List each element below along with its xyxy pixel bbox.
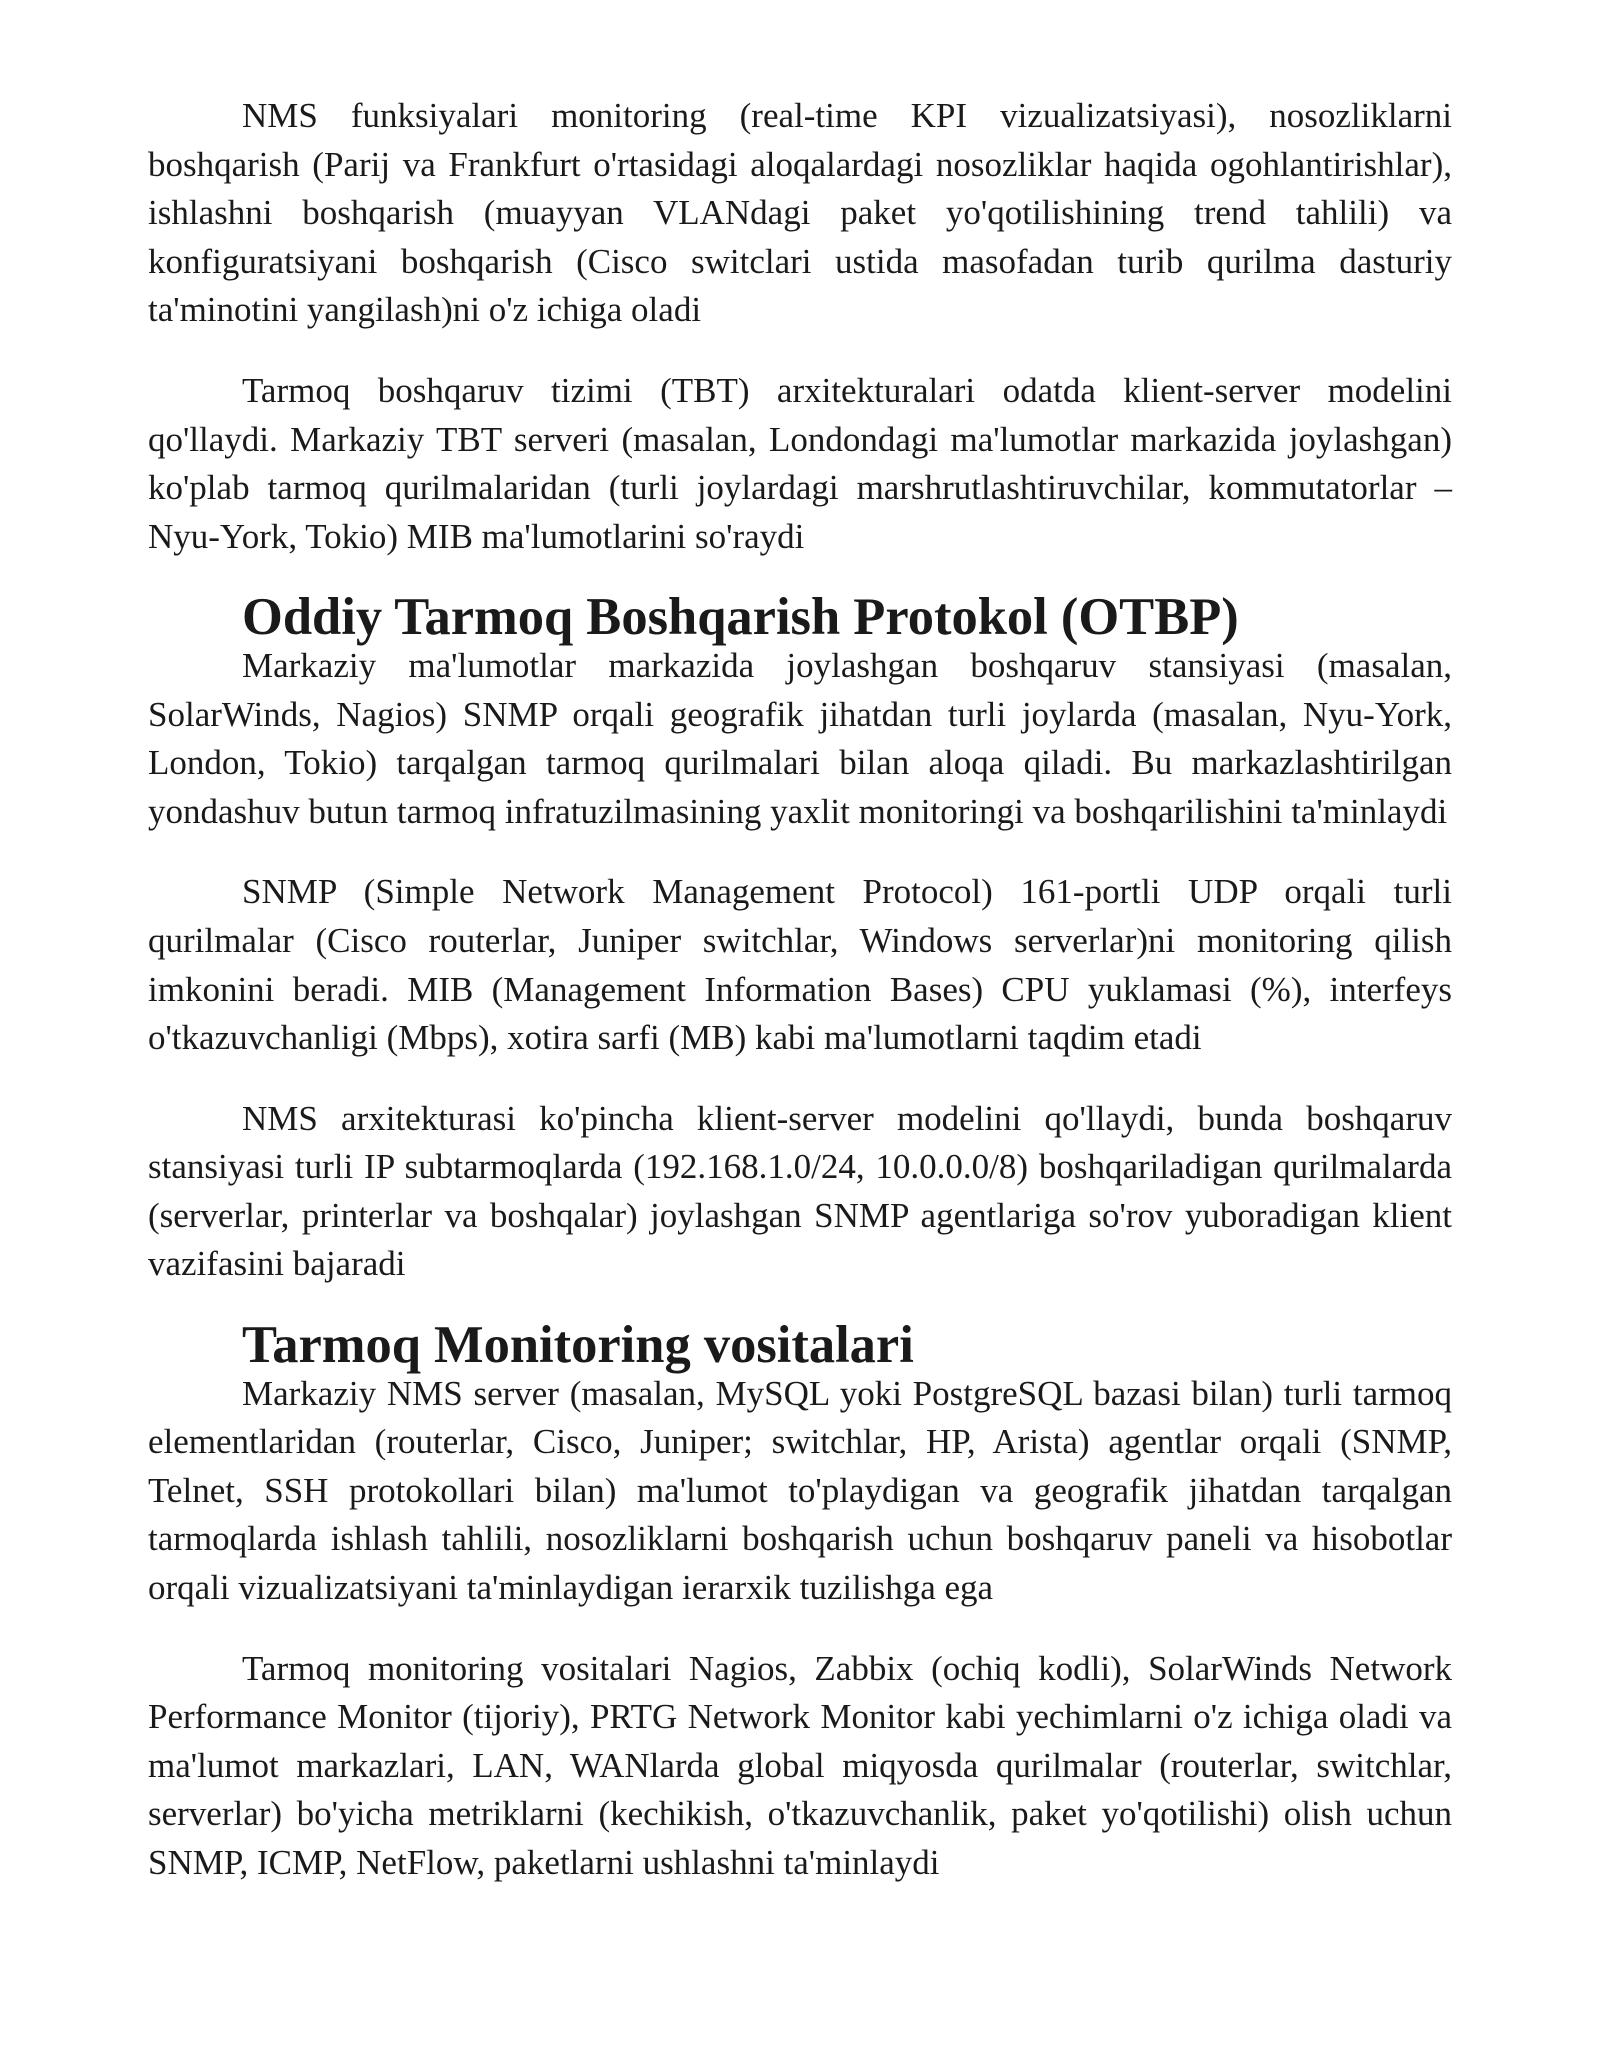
section-heading-monitoring-tools: Tarmoq Monitoring vositalari [242, 1316, 914, 1375]
paragraph-nms-architecture: NMS arxitekturasi ko'pincha klient-server modelini qo'llaydi, bunda boshqaruv stansiyasi turli IP subtarmoqlarda (192.168.1.0/24, 10.0.0.0/8) boshqariladigan qurilmalarda (serverlar, printerlar va boshqalar) joylashgan SNMP agentlariga so'rov yuboradigan klient vazifasini bajaradi [148, 1098, 1452, 1284]
paragraph-tbt-architecture: Tarmoq boshqaruv tizimi (TBT) arxitekturalari odatda klient-server modelini qo'llaydi. Markaziy TBT serveri (masalan, Londondagi ma'lumotlar markazida joylashgan) ko'plab tarmoq qurilmalaridan (turli joylardagi marshrutlashtiruvchilar, kommutatorlar – Nyu-York, Tokio) MIB ma'lumotlarini so'raydi [148, 370, 1452, 556]
section-heading-otbp: Oddiy Tarmoq Boshqarish Protokol (OTBP) [242, 588, 1239, 647]
paragraph-management-station: Markaziy ma'lumotlar markazida joylashgan boshqaruv stansiyasi (masalan, SolarWinds, Nagios) SNMP orqali geografik jihatdan turli joylarda (masalan, Nyu-York, London, Tokio) tarqalgan tarmoq qurilmalari bilan aloqa qiladi. Bu markazlashtirilgan yondashuv butun tarmoq infratuzilmasining yaxlit monitoringi va boshqarilishini ta'minlaydi [148, 645, 1452, 831]
paragraph-monitoring-tools: Tarmoq monitoring vositalari Nagios, Zabbix (ochiq kodli), SolarWinds Network Performance Monitor (tijoriy), PRTG Network Monitor kabi yechimlarni o'z ichiga oladi va ma'lumot markazlari, LAN, WANlarda global miqyosda qurilmalar (routerlar, switchlar, serverlar) bo'yicha metriklarni (kechikish, o'tkazuvchanlik, paket yo'qotilishi) olish uchun SNMP, ICMP, NetFlow, paketlarni ushlashni ta'minlaydi [148, 1648, 1452, 1882]
paragraph-nms-functions: NMS funksiyalari monitoring (real-time KPI vizualizatsiyasi), nosozliklarni boshqarish (Parij va Frankfurt o'rtasidagi aloqalardagi nosozliklar haqida ogohlantirishlar), ishlashni boshqarish (muayyan VLANdagi paket yo'qotilishining trend tahlili) va konfiguratsiyani boshqarish (Cisco switclari ustida masofadan turib qurilma dasturiy ta'minotini yangilash)ni o'z ichiga oladi [148, 96, 1452, 330]
paragraph-central-nms-server: Markaziy NMS server (masalan, MySQL yoki PostgreSQL bazasi bilan) turli tarmoq elementlaridan (routerlar, Cisco, Juniper; switchlar, HP, Arista) agentlar orqali (SNMP, Telnet, SSH protokollari bilan) ma'lumot to'playdigan va geografik jihatdan tarqalgan tarmoqlarda ishlash tahlili, nosozliklarni boshqarish uchun boshqaruv paneli va hisobotlar orqali vizualizatsiyani ta'minlaydigan ierarxik tuzilishga ega [148, 1373, 1452, 1608]
document-page [148, 92, 1452, 1888]
paragraph-snmp: SNMP (Simple Network Management Protocol) 161-portli UDP orqali turli qurilmalar (Cisco routerlar, Juniper switchlar, Windows serverlar)ni monitoring qilish imkonini beradi. MIB (Management Information Bases) CPU yuklamasi (%), interfeys o'tkazuvchanligi (Mbps), xotira sarfi (MB) kabi ma'lumotlarni taqdim etadi [148, 872, 1452, 1058]
